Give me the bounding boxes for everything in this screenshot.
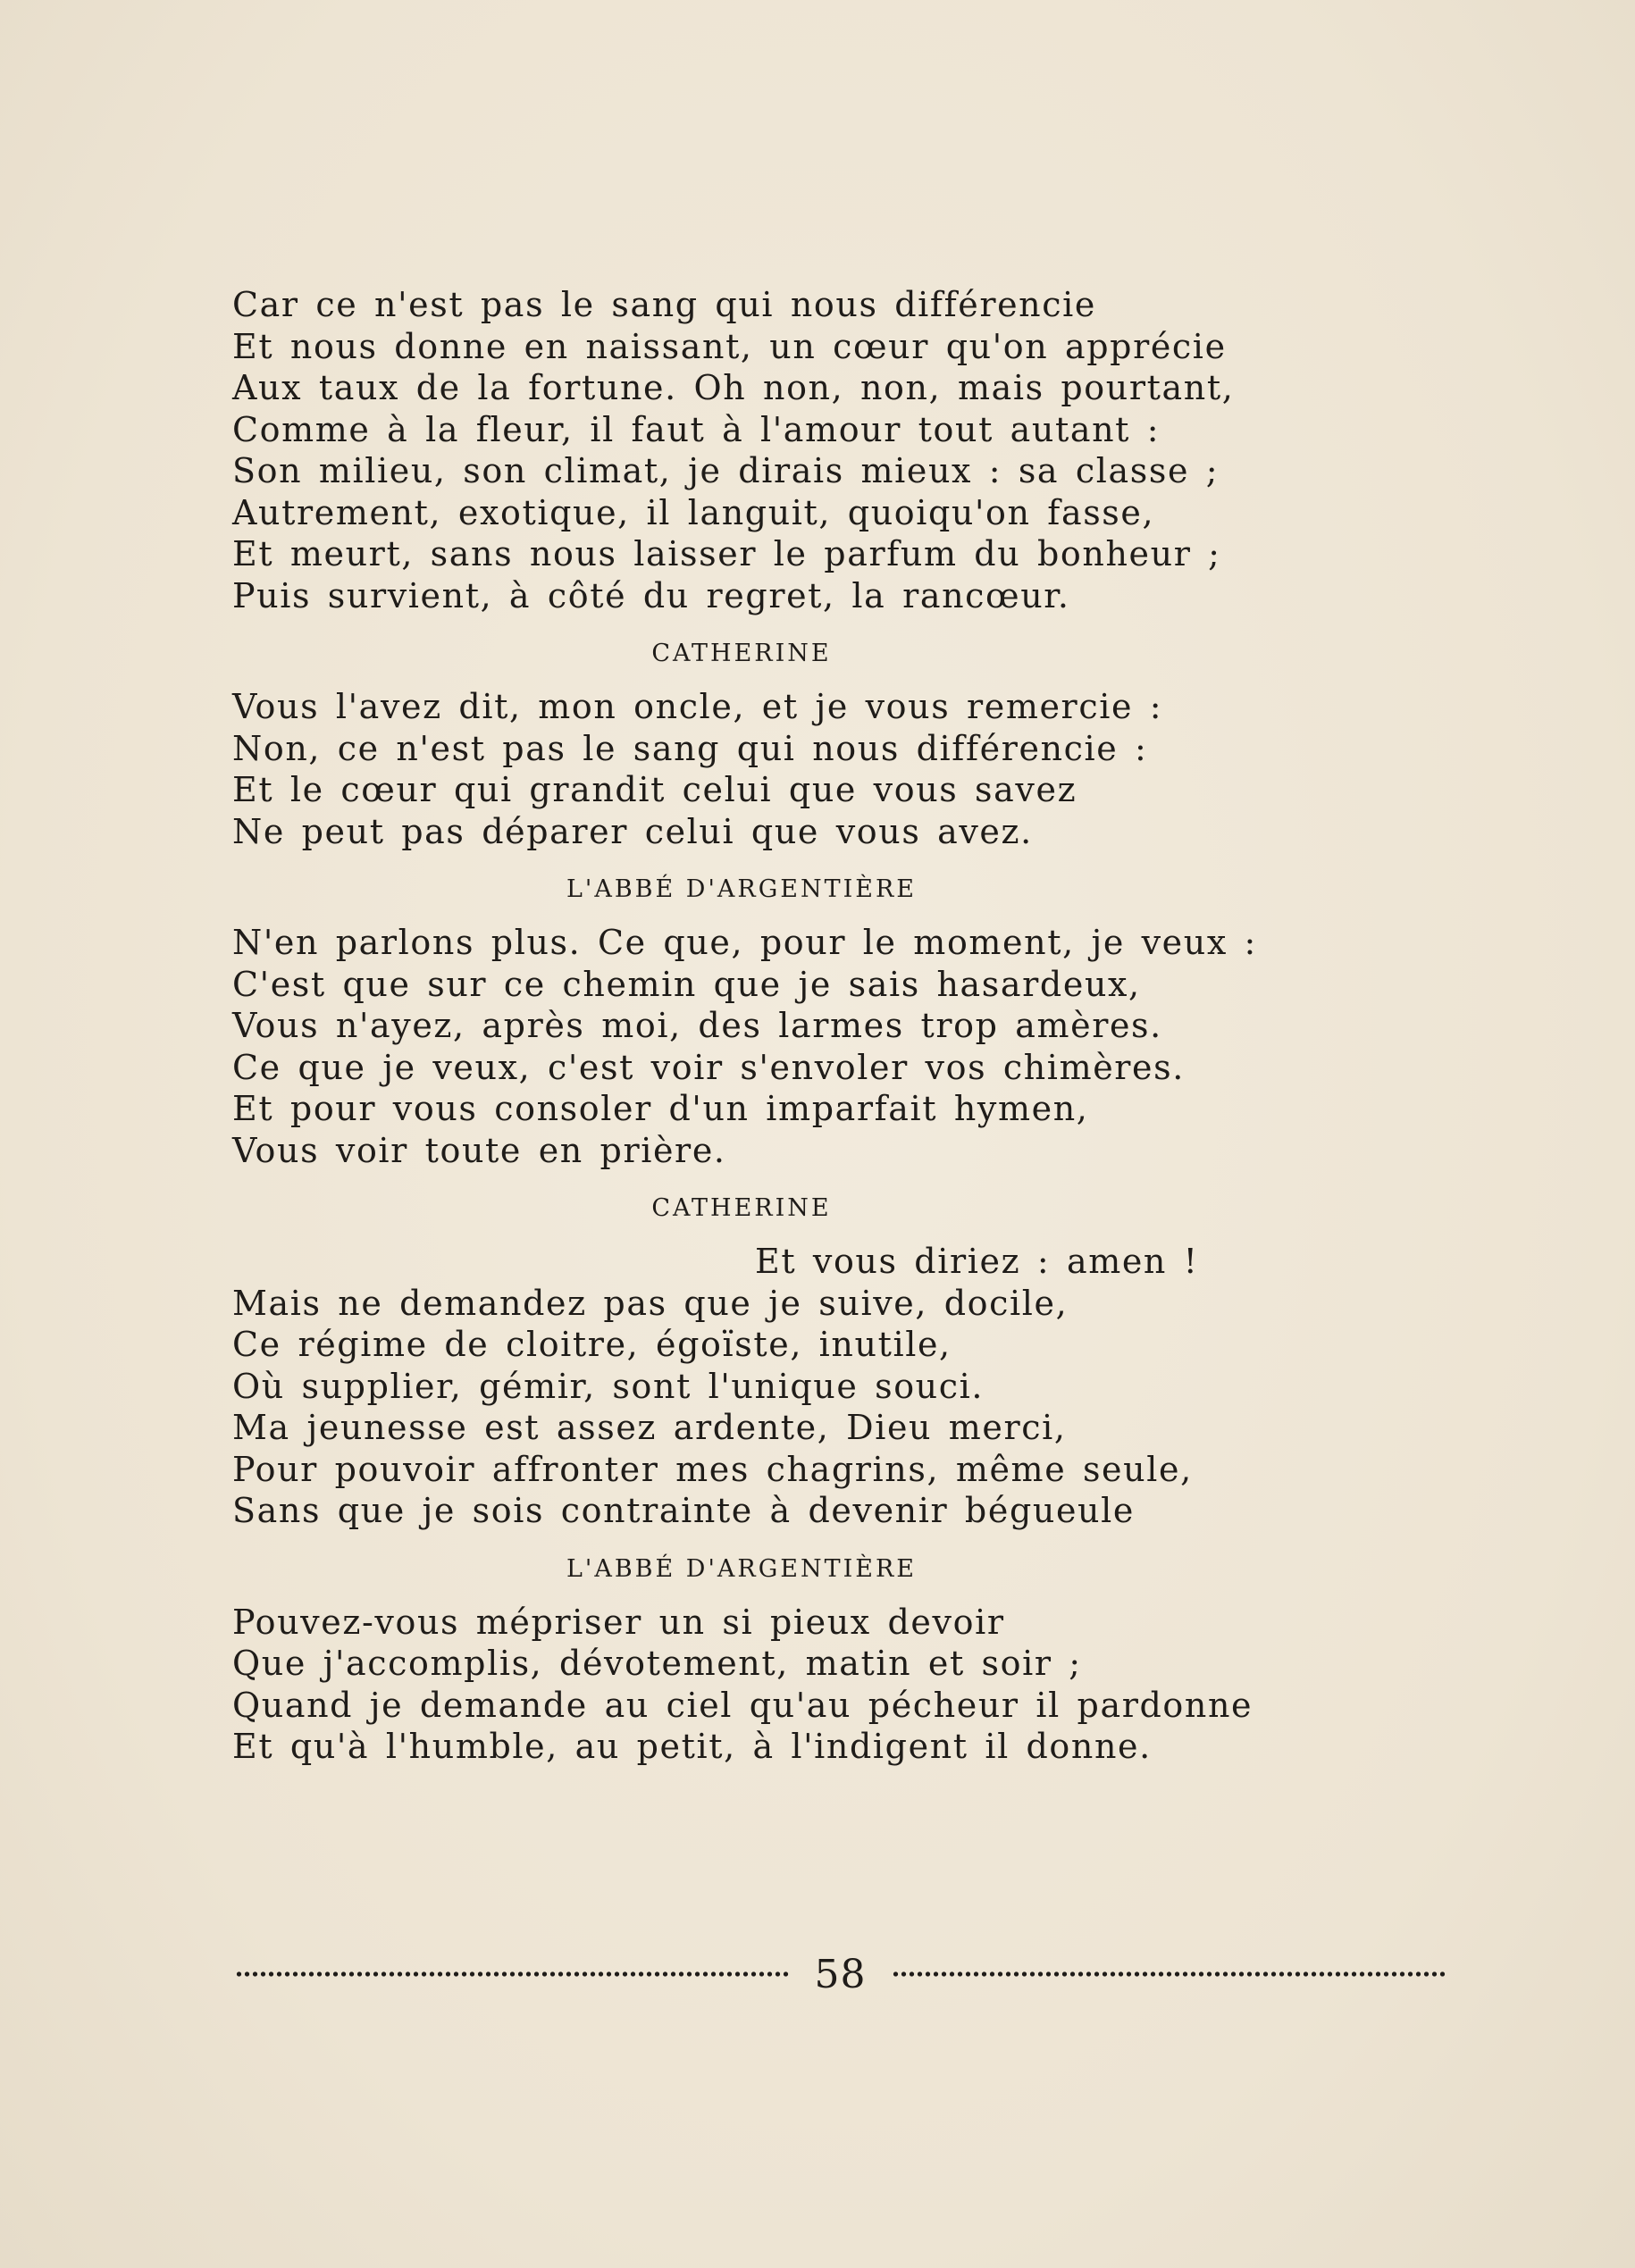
page-footer bbox=[235, 1947, 1446, 2001]
verse-line: Et meurt, sans nous laisser le parfum du bonheur ; bbox=[232, 534, 1221, 573]
verse-line: Que j'accomplis, dévotement, matin et soir ; bbox=[232, 1644, 1082, 1683]
play-text bbox=[232, 284, 1340, 1768]
page-number: 58 bbox=[814, 1951, 867, 1997]
verse-line: Pouvez-vous mépriser un si pieux devoir bbox=[232, 1602, 1005, 1642]
verse-line: Ma jeunesse est assez ardente, Dieu merci, bbox=[232, 1408, 1067, 1447]
verse-line: Pour pouvoir affronter mes chagrins, même seule, bbox=[232, 1449, 1193, 1489]
verse-line: Et le cœur qui grandit celui que vous savez bbox=[232, 770, 1077, 809]
verse-line: Mais ne demandez pas que je suive, docile, bbox=[232, 1283, 1069, 1323]
speaker-name: CATHERINE bbox=[651, 640, 832, 667]
verse-line: Ce que je veux, c'est voir s'envoler vos chimères. bbox=[232, 1047, 1185, 1087]
verse-group-2 bbox=[232, 636, 1340, 852]
verse-line: Son milieu, son climat, je dirais mieux : sa classe ; bbox=[232, 451, 1220, 490]
verse-line: Comme à la fleur, il faut à l'amour tout autant : bbox=[232, 409, 1161, 449]
dotted-rule-left bbox=[235, 1971, 790, 1978]
verse-line: Ne peut pas déparer celui que vous avez. bbox=[232, 811, 1033, 851]
verse-line: Aux taux de la fortune. Oh non, non, mais pourtant, bbox=[232, 368, 1235, 407]
speaker-name: L'ABBÉ D'ARGENTIÈRE bbox=[566, 875, 918, 903]
verse-group-1 bbox=[232, 284, 1340, 616]
verse-line: Vous n'ayez, après moi, des larmes trop amères. bbox=[232, 1006, 1162, 1045]
verse-line-continuation: Et vous diriez : amen ! bbox=[755, 1242, 1199, 1281]
verse-line: C'est que sur ce chemin que je sais hasardeux, bbox=[232, 964, 1141, 1004]
verse-line: N'en parlons plus. Ce que, pour le moment, je veux : bbox=[232, 923, 1257, 962]
verse-group-3 bbox=[232, 872, 1340, 1171]
verse-line: Et qu'à l'humble, au petit, à l'indigent il donne. bbox=[232, 1727, 1152, 1766]
verse-line: Autrement, exotique, il languit, quoiqu'on fasse, bbox=[232, 492, 1155, 532]
speaker-name: CATHERINE bbox=[651, 1194, 832, 1222]
verse-line: Et pour vous consoler d'un imparfait hymen, bbox=[232, 1089, 1089, 1128]
verse-line: Et nous donne en naissant, un cœur qu'on apprécie bbox=[232, 326, 1227, 366]
verse-line: Vous voir toute en prière. bbox=[232, 1130, 726, 1170]
dotted-rule-right bbox=[892, 1971, 1446, 1978]
verse-line: Ce régime de cloitre, égoïste, inutile, bbox=[232, 1325, 952, 1364]
verse-group-5 bbox=[232, 1552, 1340, 1768]
verse-line: Où supplier, gémir, sont l'unique souci. bbox=[232, 1366, 985, 1406]
verse-line: Puis survient, à côté du regret, la rancœur. bbox=[232, 575, 1070, 615]
verse-line: Vous l'avez dit, mon oncle, et je vous remercie : bbox=[232, 687, 1163, 726]
verse-group-4 bbox=[232, 1191, 1340, 1532]
verse-line: Quand je demande au ciel qu'au pécheur il pardonne bbox=[232, 1685, 1254, 1725]
verse-line: Car ce n'est pas le sang qui nous différencie bbox=[232, 285, 1096, 324]
verse-line: Sans que je sois contrainte à devenir bégueule bbox=[232, 1491, 1135, 1530]
verse-line: Non, ce n'est pas le sang qui nous différencie : bbox=[232, 728, 1148, 768]
speaker-name: L'ABBÉ D'ARGENTIÈRE bbox=[566, 1554, 918, 1583]
